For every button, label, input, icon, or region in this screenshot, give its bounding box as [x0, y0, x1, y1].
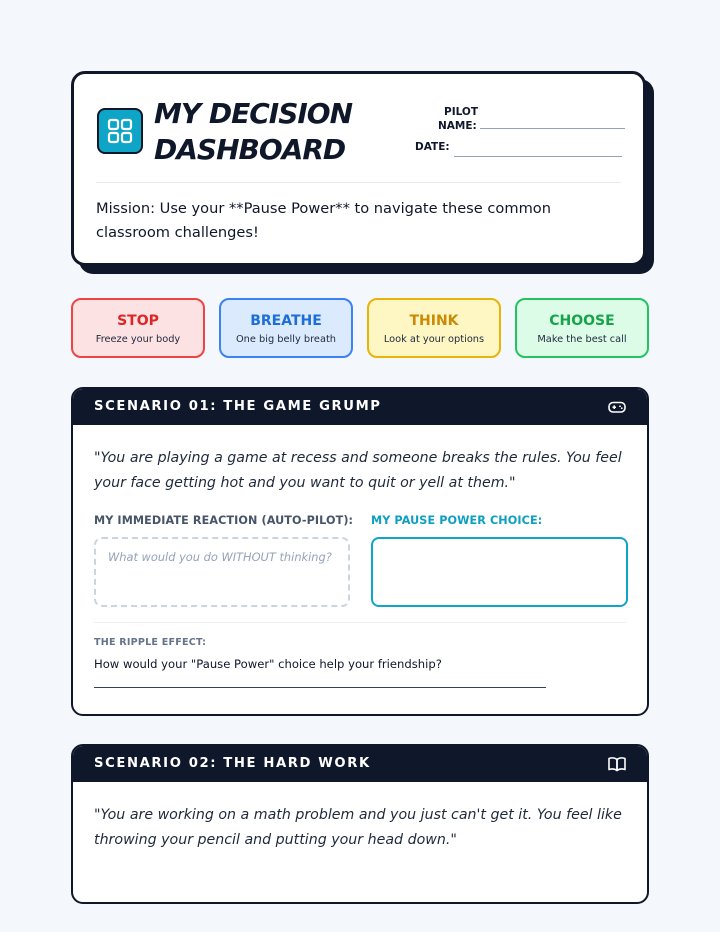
mission-text: Mission: Use your **Pause Power** to navigate these common classroom challenges!: [96, 200, 551, 241]
pause-power-answer-box[interactable]: [371, 537, 628, 607]
step-card-breathe: [219, 298, 353, 358]
auto-pilot-placeholder: What would you do WITHOUT thinking?: [108, 550, 332, 564]
ripple-answer-line[interactable]: [94, 673, 546, 688]
step-desc: Freeze your body: [95, 334, 181, 345]
step-card-stop: [71, 298, 205, 358]
header-divider: [96, 182, 621, 183]
card-divider: [94, 622, 626, 623]
scenario-header: [73, 746, 647, 782]
page-title-line1: MY DECISION: [154, 97, 353, 130]
page-title: [154, 96, 352, 168]
date-field[interactable]: [454, 156, 622, 157]
book-icon: [607, 754, 627, 774]
scenario-quote: "You are playing a game at recess and someone breaks the rules. You feel your face getting hot and you want to quit or yell at them.": [94, 450, 622, 491]
pilot-name-field[interactable]: [480, 128, 625, 129]
grid-icon-graphic: [107, 118, 133, 144]
step-desc: Look at your options: [383, 334, 485, 345]
date-label: DATE:: [415, 141, 450, 153]
step-title: CHOOSE: [549, 313, 615, 329]
page-title-line2: DASHBOARD: [154, 133, 346, 166]
scenario-header: [73, 389, 647, 425]
header-card: [71, 71, 646, 266]
scenario-quote: "You are working on a math problem and you just can't get it. You feel like throwing your pencil and putting your head down.": [94, 807, 622, 848]
pilot-label-line1: PILOT: [444, 106, 479, 118]
step-card-choose: [515, 298, 649, 358]
scenario-card-02: [71, 744, 649, 904]
gamepad-icon: [607, 397, 627, 417]
step-title: THINK: [409, 313, 459, 329]
pilot-label-line2: NAME:: [438, 120, 477, 132]
step-desc: One big belly breath: [235, 334, 337, 345]
pause-power-label: MY PAUSE POWER CHOICE:: [371, 514, 543, 527]
pilot-name-label: [438, 105, 478, 133]
grid-icon: [97, 108, 143, 154]
step-desc: Make the best call: [537, 334, 627, 345]
scenario-title: SCENARIO 02: THE HARD WORK: [94, 756, 371, 771]
scenario-card-01: [71, 387, 649, 716]
auto-pilot-label: MY IMMEDIATE REACTION (AUTO-PILOT):: [94, 514, 354, 527]
auto-pilot-answer-box[interactable]: [94, 537, 350, 607]
ripple-effect-label: THE RIPPLE EFFECT:: [94, 637, 207, 648]
scenario-title: SCENARIO 01: THE GAME GRUMP: [94, 399, 382, 414]
ripple-effect-question: How would your "Pause Power" choice help your friendship?: [94, 657, 442, 671]
step-title: STOP: [117, 313, 159, 329]
step-card-think: [367, 298, 501, 358]
step-title: BREATHE: [250, 313, 322, 329]
